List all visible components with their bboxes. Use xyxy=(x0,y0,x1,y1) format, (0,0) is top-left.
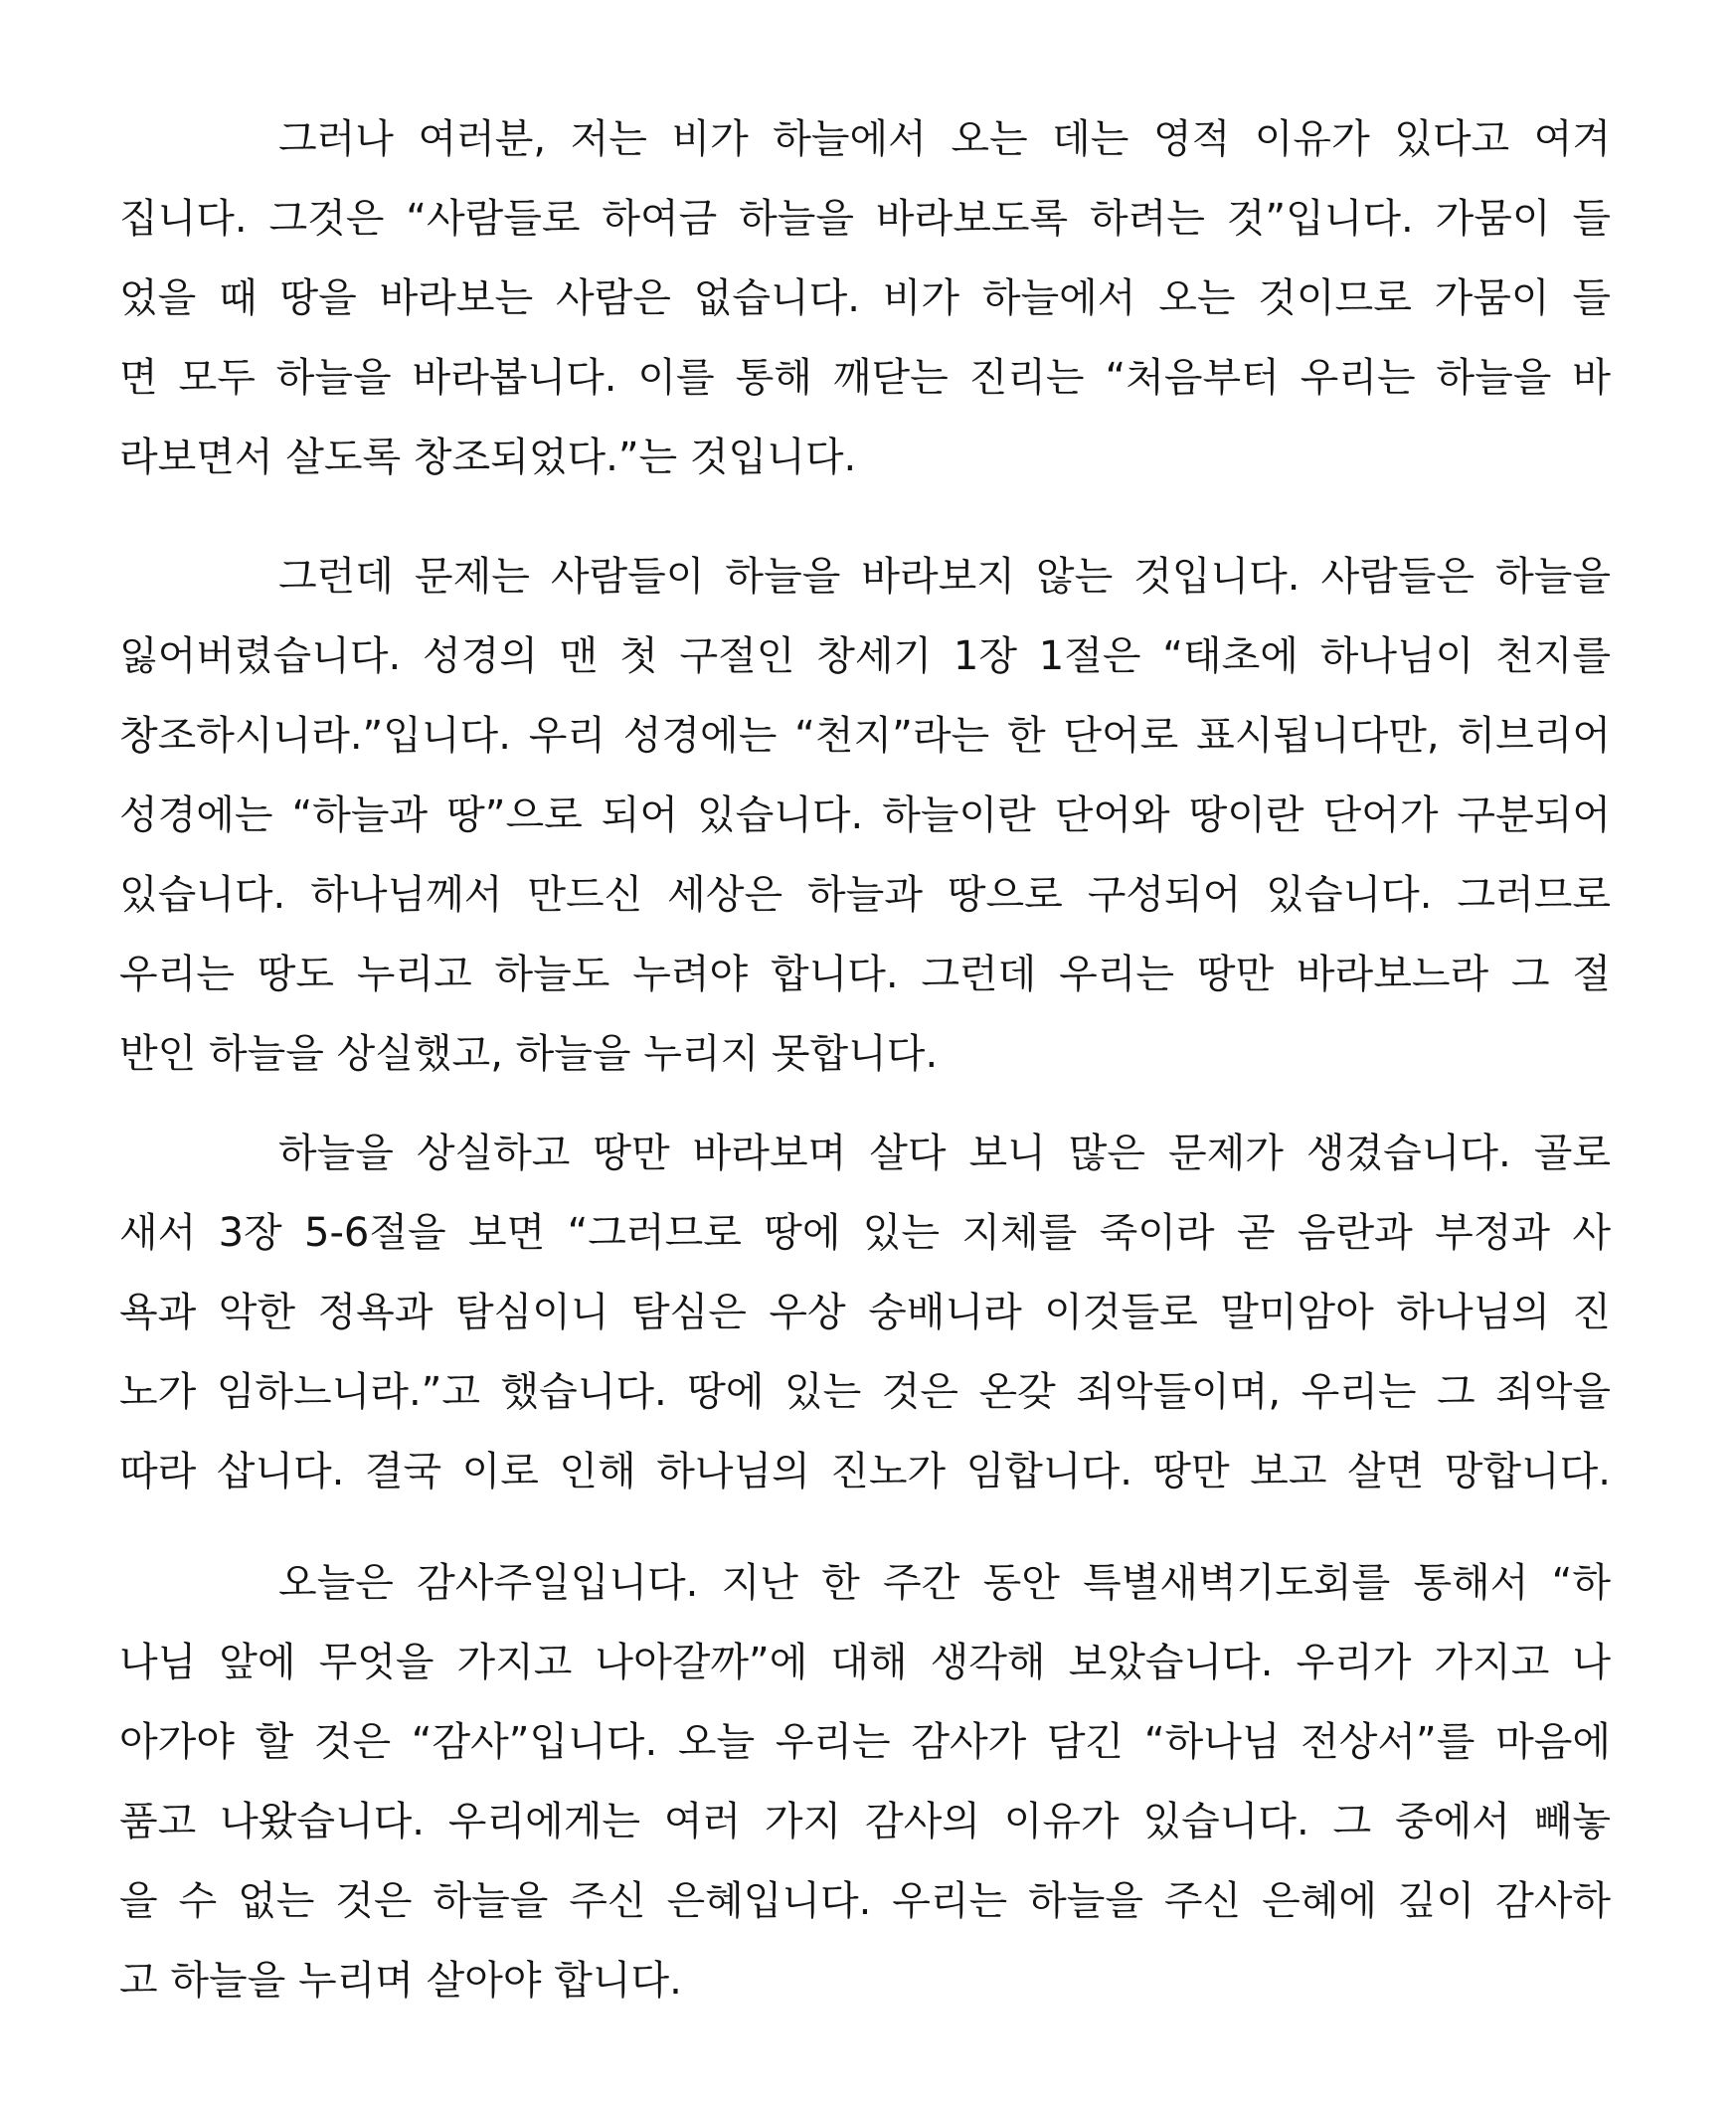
text-line: 집니다. 그것은 “사람들로 하여금 하늘을 바라보도록 하려는 것”입니다. 가뭄이 들 xyxy=(119,196,1611,242)
text-line: 품고 나왔습니다. 우리에게는 여러 가지 감사의 이유가 있습니다. 그 중에서 빼놓 xyxy=(119,1799,1611,1844)
text-line: 나님 앞에 무엇을 가지고 나아갈까”에 대해 생각해 보았습니다. 우리가 가지고 나 xyxy=(119,1640,1611,1685)
text-line: 고 하늘을 누리며 살아야 합니다. xyxy=(119,1958,682,2004)
text-line: 그러나 여러분, 저는 비가 하늘에서 오는 데는 영적 이유가 있다고 여겨 xyxy=(278,116,1611,162)
text-line: 따라 삽니다. 결국 이로 인해 하나님의 진노가 임합니다. 땅만 보고 살면 망합니다. xyxy=(119,1449,1611,1494)
text-line: 을 수 없는 것은 하늘을 주신 은혜입니다. 우리는 하늘을 주신 은혜에 깊이 감사하 xyxy=(119,1878,1611,1924)
text-line: 오늘은 감사주일입니다. 지난 한 주간 동안 특별새벽기도회를 통해서 “하 xyxy=(278,1560,1611,1606)
text-line: 성경에는 “하늘과 땅”으로 되어 있습니다. 하늘이란 단어와 땅이란 단어가 구분되어 xyxy=(119,792,1611,838)
text-line: 새서 3장 5-6절을 보면 “그러므로 땅에 있는 지체를 죽이라 곧 음란과 부정과 사 xyxy=(119,1210,1611,1256)
text-line: 있습니다. 하나님께서 만드신 세상은 하늘과 땅으로 구성되어 있습니다. 그러므로 xyxy=(119,872,1611,918)
text-line: 라보면서 살도록 창조되었다.”는 것입니다. xyxy=(119,435,857,480)
text-line: 그런데 문제는 사람들이 하늘을 바라보지 않는 것입니다. 사람들은 하늘을 xyxy=(278,554,1611,600)
text-line: 창조하시니라.”입니다. 우리 성경에는 “천지”라는 한 단어로 표시됩니다만, 히브리어 xyxy=(119,713,1611,759)
text-line: 우리는 땅도 누리고 하늘도 누려야 합니다. 그런데 우리는 땅만 바라보느라 그 절 xyxy=(119,952,1611,997)
text-line: 하늘을 상실하고 땅만 바라보며 살다 보니 많은 문제가 생겼습니다. 골로 xyxy=(278,1131,1611,1176)
text-line: 반인 하늘을 상실했고, 하늘을 누리지 못합니다. xyxy=(119,1031,939,1077)
text-line: 었을 때 땅을 바라보는 사람은 없습니다. 비가 하늘에서 오는 것이므로 가뭄이 들 xyxy=(119,275,1611,321)
text-line: 노가 임하느니라.”고 했습니다. 땅에 있는 것은 온갖 죄악들이며, 우리는 그 죄악을 xyxy=(119,1369,1611,1415)
text-line: 면 모두 하늘을 바라봅니다. 이를 통해 깨닫는 진리는 “처음부터 우리는 하늘을 바 xyxy=(119,355,1611,401)
text-line: 아가야 할 것은 “감사”입니다. 오늘 우리는 감사가 담긴 “하나님 전상서”를 마음에 xyxy=(119,1719,1611,1765)
text-line: 잃어버렸습니다. 성경의 맨 첫 구절인 창세기 1장 1절은 “태초에 하나님이 천지를 xyxy=(119,633,1611,679)
text-line: 욕과 악한 정욕과 탐심이니 탐심은 우상 숭배니라 이것들로 말미암아 하나님의 진 xyxy=(119,1290,1611,1335)
